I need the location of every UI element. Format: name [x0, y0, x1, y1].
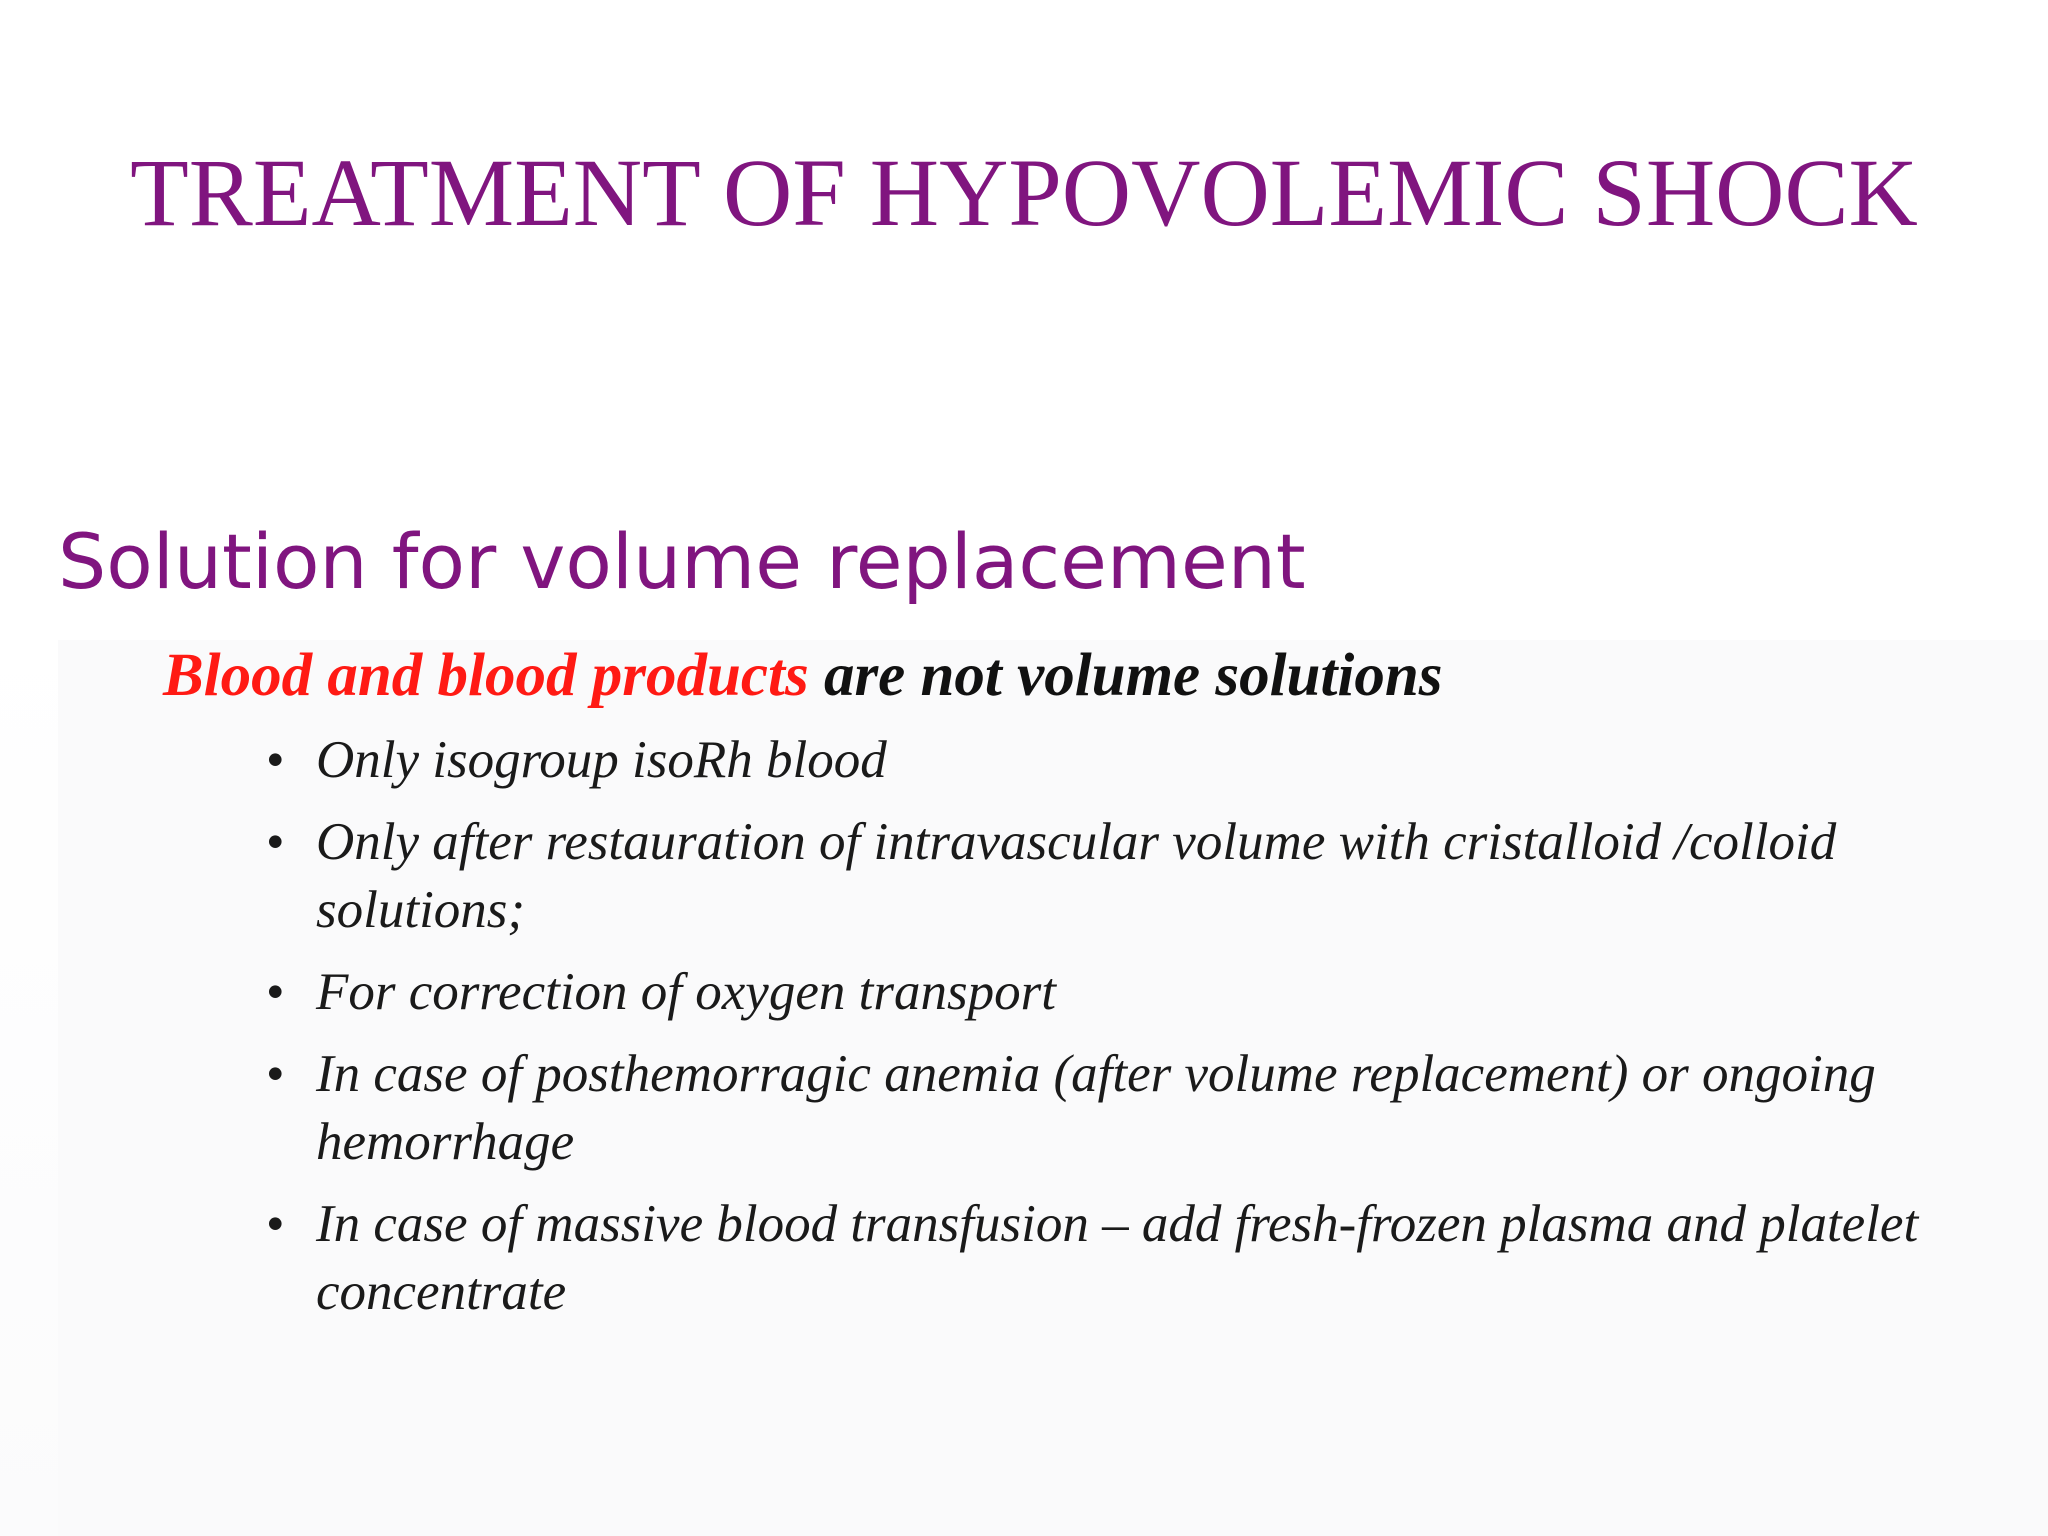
list-item [262, 808, 2002, 944]
bullet-icon: • [266, 813, 285, 871]
list-item [262, 1040, 2002, 1176]
lead-statement [163, 638, 1443, 714]
bullet-icon: • [266, 1195, 285, 1253]
bullet-text: For correction of oxygen transport [316, 963, 1056, 1021]
list-item [262, 958, 2002, 1026]
list-item [262, 726, 2002, 794]
list-item [262, 1190, 2002, 1326]
bullet-icon: • [266, 731, 285, 789]
bullet-text: In case of massive blood transfusion – add fresh-frozen plasma and platelet concentrate [316, 1195, 1919, 1321]
slide-subtitle: Solution for volume replacement [58, 517, 1306, 606]
bullet-icon: • [266, 1045, 285, 1103]
bullet-list [262, 726, 2002, 1340]
bullet-text: Only after restauration of intravascular volume with cristalloid /colloid solutions; [316, 813, 1837, 939]
bullet-icon: • [266, 963, 285, 1021]
bullet-text: Only isogroup isoRh blood [316, 731, 887, 789]
bullet-text: In case of posthemorragic anemia (after volume replacement) or ongoing hemorrhage [316, 1045, 1876, 1171]
lead-rest: are not volume solutions [808, 642, 1443, 709]
lead-highlight: Blood and blood products [163, 642, 809, 709]
slide-title: TREATMENT OF HYPOVOLEMIC SHOCK [130, 139, 1918, 246]
